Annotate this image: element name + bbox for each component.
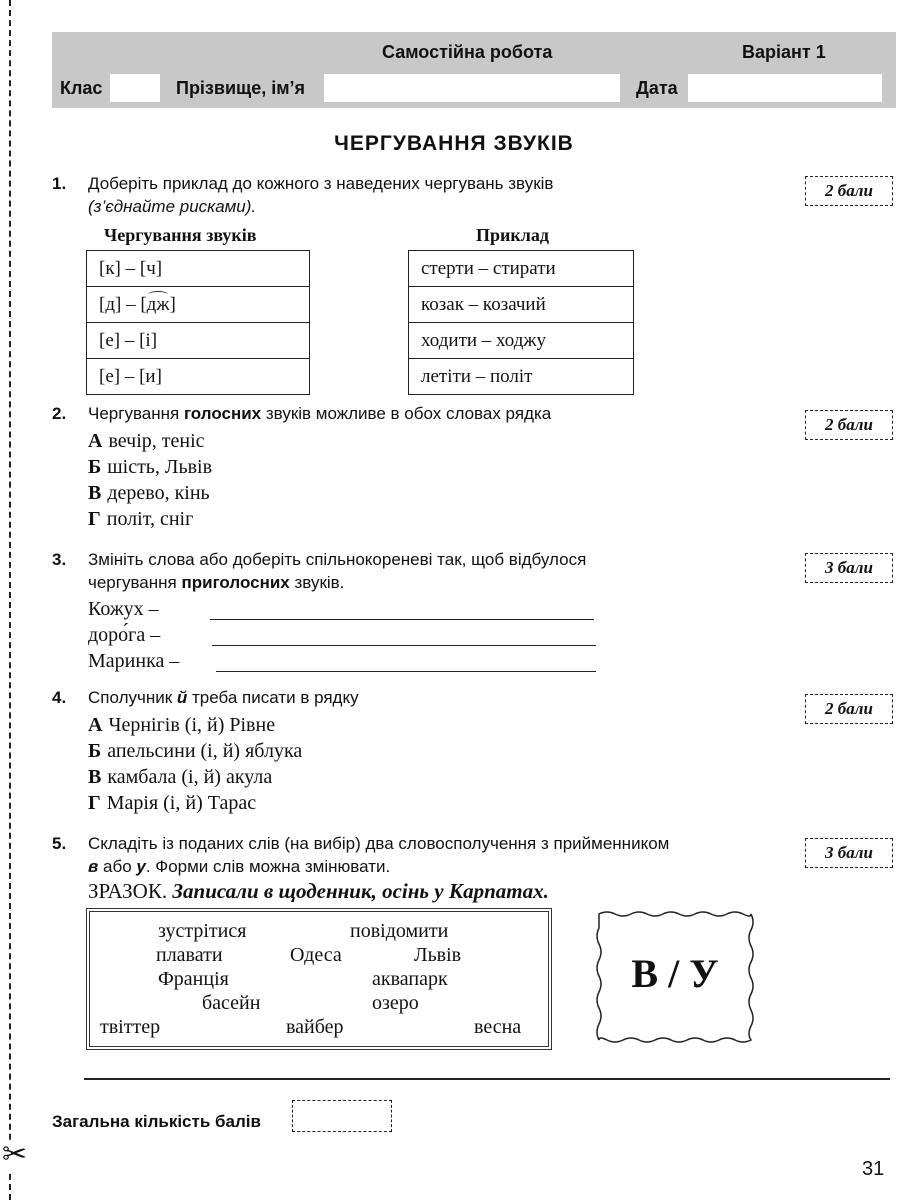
q2-text: Чергування голосних звуків можливе в обох словах рядка [88, 404, 552, 423]
name-label: Прізвище, ім’я [176, 78, 306, 98]
class-label: Клас [60, 78, 103, 98]
prepositions-box [595, 910, 755, 1044]
page-title: ЧЕРГУВАННЯ ЗВУКІВ [334, 132, 574, 155]
word-bank [86, 908, 552, 1050]
word-item: озеро [372, 992, 419, 1014]
q5-number: 5. [52, 834, 67, 853]
word-item: твіттер [100, 1016, 161, 1038]
q4-option-c[interactable]: В камбала (і, й) акула [88, 766, 273, 788]
q3-answer-line-1[interactable] [210, 618, 594, 620]
total-points-field[interactable] [292, 1100, 392, 1132]
example-cell[interactable]: летіти – політ [409, 359, 634, 395]
examples-header: Приклад [476, 225, 549, 245]
word-item: повідомити [350, 920, 449, 942]
example-cell[interactable]: козак – козачий [409, 287, 634, 323]
q2-option-b[interactable]: Б шість, Львів [88, 456, 213, 478]
header-variant: Варіант 1 [742, 42, 826, 62]
q4-number: 4. [52, 688, 67, 707]
q4-text: Сполучник й треба писати в рядку [88, 688, 359, 707]
q4-points-badge: 2 бали [805, 694, 893, 724]
q5-sample: ЗРАЗОК. Записали в щоденник, осінь у Карпатах. [88, 879, 549, 903]
example-cell[interactable]: стерти – стирати [409, 251, 634, 287]
word-item: Франція [158, 968, 229, 990]
word-item: вайбер [286, 1016, 344, 1038]
alternations-header: Чергування звуків [104, 225, 257, 245]
example-cell[interactable]: ходити – ходжу [409, 323, 634, 359]
alternation-cell[interactable]: [к] – [ч] [87, 251, 310, 287]
word-item: весна [474, 1016, 522, 1038]
q3-number: 3. [52, 550, 67, 569]
examples-table [408, 250, 634, 395]
divider [84, 1078, 890, 1080]
q3-points-badge: 3 бали [805, 553, 893, 583]
q5-text [88, 832, 669, 878]
scissors-icon: ✂ [2, 1137, 28, 1172]
q1-number: 1. [52, 174, 67, 193]
q3-word-3: Маринка – [88, 650, 180, 672]
class-field[interactable] [110, 74, 160, 102]
cut-line [9, 0, 11, 1200]
date-field[interactable] [688, 74, 882, 102]
q4-option-b[interactable]: Б апельсини (і, й) яблука [88, 740, 303, 762]
q2-option-c[interactable]: В дерево, кінь [88, 482, 210, 504]
alternations-table [86, 250, 310, 395]
q3-text-line1: Змініть слова або доберіть спільнокореневі так, щоб відбулося [88, 550, 587, 569]
q3-answer-line-2[interactable] [212, 644, 596, 646]
date-label: Дата [636, 78, 678, 98]
q1-points-badge: 2 бали [805, 176, 893, 206]
q4-option-d[interactable]: Г Марія (і, й) Тарас [88, 792, 257, 814]
q5-text-line1: Складіть із поданих слів (на вибір) два словосполучення з прийменником [88, 834, 670, 853]
word-item: плавати [156, 944, 223, 966]
q1-text-line1: Доберіть приклад до кожного з наведених чергувань звуків [88, 174, 554, 193]
q2-option-d[interactable]: Г політ, сніг [88, 508, 194, 530]
word-item: басейн [202, 992, 261, 1014]
word-item: аквапарк [372, 968, 448, 990]
q2-number: 2. [52, 404, 67, 423]
word-item: зустрітися [158, 920, 247, 942]
q3-answer-line-3[interactable] [216, 670, 596, 672]
alternation-cell[interactable]: [е] – [и] [87, 359, 310, 395]
q2-points-badge: 2 бали [805, 410, 893, 440]
page-number: 31 [862, 1158, 885, 1180]
q3-text [88, 548, 586, 594]
word-item: Львів [414, 944, 462, 966]
header-title: Самостійна робота [382, 42, 553, 62]
q3-text-line2: чергування приголосних звуків. [88, 573, 345, 592]
q2-option-a[interactable]: А вечір, теніс [88, 430, 205, 452]
q1-text-line2: (з’єднайте рисками). [88, 197, 257, 216]
word-item: Одеса [290, 944, 342, 966]
q4-option-a[interactable]: А Чернігів (і, й) Рівне [88, 714, 276, 736]
q3-word-2: доро́га – [88, 624, 161, 646]
q3-word-1: Кожух – [88, 598, 159, 620]
q4-options [88, 712, 302, 816]
worksheet-header [52, 32, 896, 108]
q1-text [88, 172, 553, 218]
alternation-cell[interactable]: [е] – [і] [87, 323, 310, 359]
total-points-label: Загальна кількість балів [52, 1112, 261, 1131]
prepositions-label: В / У [631, 951, 719, 996]
alternation-cell[interactable]: [д] – [ дж] [87, 287, 310, 323]
q5-points-badge: 3 бали [805, 838, 893, 868]
q2-options [88, 428, 212, 532]
q5-text-line2: в або у. Форми слів можна змінювати. [88, 857, 391, 876]
name-field[interactable] [324, 74, 620, 102]
